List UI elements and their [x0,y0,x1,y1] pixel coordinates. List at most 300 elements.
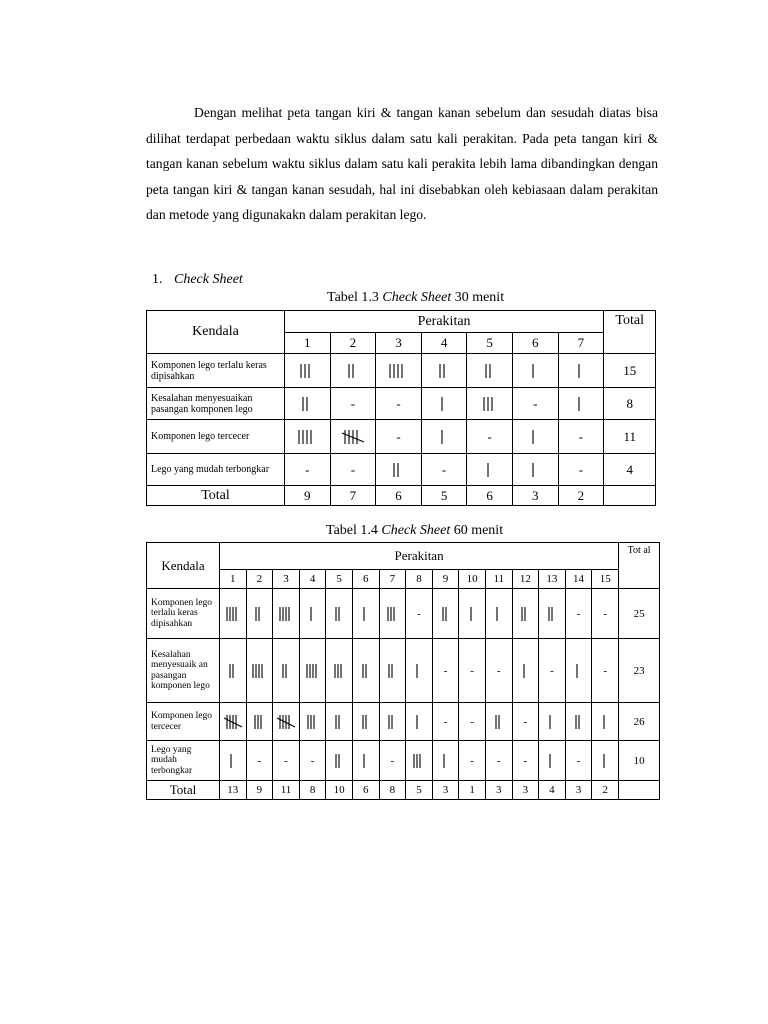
row-total: 26 [619,703,660,741]
tally-group [482,362,498,380]
tally-group [223,713,243,731]
caption-suffix: 30 menit [451,290,505,305]
tally-cell [512,741,539,781]
tally-cell [379,741,406,781]
kendala-header: Kendala [147,311,285,354]
tally-group [360,752,371,770]
tally-mark-icon [226,662,240,680]
tally-cell [512,420,558,454]
tally-cell [273,703,300,741]
tally-cell [246,703,273,741]
column-total: 5 [406,781,433,800]
column-number: 12 [512,570,539,589]
tally-mark-icon [484,461,496,479]
tally-cell [558,354,604,388]
tally-mark-icon [600,752,611,770]
tally-cell [432,741,459,781]
total-header: Total [604,311,656,354]
tally-group [518,605,532,623]
tally-cell [330,354,376,388]
tally-cell [565,741,592,781]
tally-cell [459,703,486,741]
totals-label: Total [147,486,285,506]
caption-italic: Check Sheet [382,290,452,305]
tally-mark-icon [546,713,557,731]
tally-cell [539,703,566,741]
column-number: 5 [326,570,353,589]
tally-cell [432,589,459,639]
empty-dash: - [496,754,501,767]
tally-cell [485,639,512,703]
tally-cell [299,639,326,703]
tally-group [304,713,321,731]
tally-cell [330,454,376,486]
column-total: 13 [220,781,247,800]
kendala-label: Kesalahan menyesuaikan pasangan komponen lego [147,388,285,420]
totals-label: Total [147,781,220,800]
tally-cell [459,639,486,703]
tally-cell [246,589,273,639]
tally-group [545,605,559,623]
empty-dash: - [523,754,528,767]
tally-group [436,362,452,380]
tally-mark-icon [545,605,559,623]
tally-cell [421,454,467,486]
tally-cell [406,589,433,639]
empty-dash: - [576,754,581,767]
tally-mark-icon [359,713,373,731]
tally-mark-icon [493,605,504,623]
tally-cell [299,703,326,741]
column-total: 3 [432,781,459,800]
tally-cell [592,589,619,639]
table-row [147,354,656,388]
tally-cell [220,639,247,703]
totals-row [147,486,656,506]
row-total: 10 [619,741,660,781]
row-total: 8 [604,388,656,420]
tally-cell [273,589,300,639]
table-row [147,741,660,781]
row-total: 15 [604,354,656,388]
tally-cell [539,639,566,703]
tally-cell [432,703,459,741]
tally-group [484,461,496,479]
tally-mark-icon [436,362,452,380]
column-total: 6 [467,486,513,506]
tally-mark-icon [276,713,296,731]
column-number: 3 [376,333,422,354]
tally-group [413,713,424,731]
tally-cell [220,589,247,639]
body-paragraph: Dengan melihat peta tangan kiri & tangan kanan sebelum dan sesudah diatas bisa dilihat terdapat perbedaan waktu siklus dalam satu kali perakitan. Pada peta tangan kiri & tangan kanan sebelum waktu siklus dalam satu kali perakita lebih lama dibandingkan dengan peta tangan kiri & tangan kanan sesudah, hal ini disebabkan oleh kebiasaan dalam perakitan dan metode yang digunakakn dalam perakitan lego. [146,105,658,222]
column-number: 1 [220,570,247,589]
tally-cell [285,388,331,420]
kendala-label: Kesalahan menyesuaik an pasangan komponen lego [147,639,220,703]
tally-cell [558,388,604,420]
tally-cell [352,639,379,703]
tally-mark-icon [384,605,401,623]
tally-mark-icon [345,362,361,380]
kendala-label: Lego yang mudah terbongkar [147,741,220,781]
tally-cell [467,354,513,388]
tally-mark-icon [227,752,238,770]
tally-mark-icon [276,605,296,623]
tally-group [299,395,315,413]
tally-cell [432,639,459,703]
column-total: 3 [485,781,512,800]
empty-dash: - [257,754,262,767]
tally-cell [326,741,353,781]
empty-dash: - [390,754,395,767]
column-number: 4 [299,570,326,589]
header-row [147,311,656,333]
tally-mark-icon [413,662,424,680]
empty-dash: - [396,395,401,411]
column-number: 13 [539,570,566,589]
row-total: 25 [619,589,660,639]
header-row [147,543,660,570]
tally-cell [485,589,512,639]
tally-cell [512,388,558,420]
column-number: 3 [273,570,300,589]
tally-mark-icon [249,662,269,680]
tally-group [331,662,348,680]
column-total: 1 [459,781,486,800]
tally-group [439,605,453,623]
tally-cell [565,703,592,741]
row-total: 11 [604,420,656,454]
tally-mark-icon [223,605,243,623]
tally-cell [376,354,422,388]
caption-prefix: Tabel 1.4 [326,523,382,538]
empty-dash: - [603,607,608,620]
tally-mark-icon [520,662,531,680]
tally-mark-icon [279,662,293,680]
column-total: 8 [379,781,406,800]
tally-cell [299,589,326,639]
totals-row [147,781,660,800]
tally-mark-icon [295,428,319,446]
table-row [147,589,660,639]
column-number: 7 [379,570,406,589]
grand-total [604,486,656,506]
empty-dash: - [603,664,608,677]
column-total: 11 [273,781,300,800]
tally-cell [558,454,604,486]
tally-group [279,662,293,680]
tally-cell [485,703,512,741]
column-total: 2 [558,486,604,506]
empty-dash: - [396,428,401,444]
tally-group [529,362,541,380]
empty-dash: - [305,461,310,477]
kendala-label: Komponen lego tercecer [147,420,285,454]
tally-mark-icon [297,362,317,380]
tally-mark-icon [359,662,373,680]
tally-cell [485,741,512,781]
tally-mark-icon [573,662,584,680]
column-number: 15 [592,570,619,589]
tally-mark-icon [438,428,450,446]
tally-group [359,662,373,680]
tally-mark-icon [575,362,587,380]
tally-cell [352,741,379,781]
tally-cell [565,589,592,639]
tally-mark-icon [439,605,453,623]
tally-cell [376,420,422,454]
kendala-label: Komponen lego terlalu keras dipisahkan [147,589,220,639]
tally-mark-icon [252,605,266,623]
tally-mark-icon [529,428,541,446]
perakitan-header: Perakitan [285,311,604,333]
row-total: 4 [604,454,656,486]
tally-cell [330,420,376,454]
column-total: 9 [285,486,331,506]
tally-group [359,713,373,731]
tally-mark-icon [413,713,424,731]
tally-mark-icon [518,605,532,623]
column-number: 14 [565,570,592,589]
column-number: 11 [485,570,512,589]
caption-suffix: 60 menit [450,523,504,538]
tally-mark-icon [575,395,587,413]
tally-cell [220,741,247,781]
tally-group [297,362,317,380]
tally-cell [592,741,619,781]
tally-group [573,662,584,680]
tally-mark-icon [303,662,323,680]
check-sheet-table-30 [146,310,656,506]
tally-group [249,662,269,680]
tally-mark-icon [529,362,541,380]
column-number: 1 [285,333,331,354]
column-total: 5 [421,486,467,506]
tally-mark-icon [332,713,346,731]
tally-group [276,713,296,731]
empty-dash: - [533,395,538,411]
tally-cell [459,589,486,639]
total-header: Tot al [619,543,660,589]
tally-group [467,605,478,623]
empty-dash: - [284,754,288,767]
tally-mark-icon [223,713,243,731]
tally-cell [421,388,467,420]
empty-dash: - [470,715,474,728]
tally-group [276,605,296,623]
tally-mark-icon [386,362,410,380]
tally-cell [273,741,300,781]
tally-cell [406,639,433,703]
tally-group [384,605,401,623]
tally-mark-icon [341,428,365,446]
empty-dash: - [576,607,581,620]
empty-dash: - [310,754,315,767]
table-1-4-caption [326,523,503,539]
kendala-label: Komponen lego tercecer [147,703,220,741]
check-sheet-table-60 [146,542,660,800]
tally-mark-icon [480,395,500,413]
tally-mark-icon [572,713,586,731]
tally-cell [352,703,379,741]
tally-group [572,713,586,731]
empty-dash: - [487,428,492,444]
tally-group [295,428,319,446]
column-number: 4 [421,333,467,354]
tally-mark-icon [546,752,557,770]
row-total: 23 [619,639,660,703]
tally-cell [467,454,513,486]
column-number: 8 [406,570,433,589]
column-total: 2 [592,781,619,800]
tally-cell [299,741,326,781]
tally-cell [421,420,467,454]
tally-group [390,461,406,479]
tally-group [226,662,240,680]
tally-mark-icon [492,713,506,731]
tally-cell [512,354,558,388]
tally-cell [459,741,486,781]
empty-dash: - [350,395,356,411]
tally-group [332,713,346,731]
empty-dash: - [470,754,474,767]
tally-group [223,605,243,623]
tally-mark-icon [390,461,406,479]
column-number: 7 [558,333,604,354]
tally-group [332,752,346,770]
tally-cell [592,639,619,703]
column-number: 5 [467,333,513,354]
tally-group [575,362,587,380]
empty-dash: - [550,664,554,677]
tally-group [438,395,450,413]
section-heading [152,272,243,288]
column-total: 3 [512,781,539,800]
perakitan-header: Perakitan [220,543,619,570]
section-number: 1. [152,272,163,287]
tally-cell [558,420,604,454]
tally-group [341,428,365,446]
empty-dash: - [443,664,448,677]
column-number: 10 [459,570,486,589]
column-number-row [147,570,660,589]
tally-cell [512,454,558,486]
tally-cell [220,703,247,741]
column-total: 4 [539,781,566,800]
table-row [147,703,660,741]
tally-group [385,662,399,680]
tally-cell [326,703,353,741]
tally-group [252,605,266,623]
tally-cell [246,639,273,703]
tally-mark-icon [360,605,371,623]
tally-group [438,428,450,446]
tally-cell [273,639,300,703]
tally-mark-icon [332,605,346,623]
table-1-3-caption [327,290,504,306]
caption-italic: Check Sheet [381,523,451,538]
tally-cell [467,388,513,420]
tally-group [520,662,531,680]
tally-group [575,395,587,413]
column-number: 9 [432,570,459,589]
tally-cell [330,388,376,420]
kendala-label: Lego yang mudah terbongkar [147,454,285,486]
tally-cell [539,589,566,639]
column-total: 6 [376,486,422,506]
tally-cell [421,354,467,388]
tally-group [529,461,541,479]
grand-total [619,781,660,800]
tally-mark-icon [304,713,321,731]
tally-cell [285,454,331,486]
table-row [147,388,656,420]
column-number: 2 [246,570,273,589]
tally-mark-icon [307,605,318,623]
tally-cell [326,589,353,639]
tally-cell [379,589,406,639]
tally-cell [376,388,422,420]
tally-mark-icon [529,461,541,479]
tally-group [492,713,506,731]
column-total: 9 [246,781,273,800]
tally-group [251,713,268,731]
tally-group [303,662,323,680]
tally-group [600,752,611,770]
empty-dash: - [350,461,356,477]
empty-dash: - [496,664,501,677]
column-total: 3 [512,486,558,506]
tally-group [600,713,611,731]
tally-group [413,662,424,680]
kendala-label: Komponen lego terlalu keras dipisahkan [147,354,285,388]
tally-mark-icon [385,662,399,680]
empty-dash: - [417,607,421,620]
tally-cell [539,741,566,781]
table-row [147,420,656,454]
column-number: 6 [352,570,379,589]
tally-mark-icon [410,752,427,770]
tally-mark-icon [332,752,346,770]
tally-group [227,752,238,770]
empty-dash: - [523,715,528,728]
empty-dash: - [441,461,447,477]
tally-group [386,362,410,380]
tally-cell [406,703,433,741]
column-number: 2 [330,333,376,354]
tally-group [493,605,504,623]
tally-cell [592,703,619,741]
tally-group [529,428,541,446]
tally-group [480,395,500,413]
section-title: Check Sheet [174,272,243,287]
tally-mark-icon [482,362,498,380]
column-total: 8 [299,781,326,800]
tally-mark-icon [385,713,399,731]
column-number: 6 [512,333,558,354]
tally-mark-icon [299,395,315,413]
tally-group [385,713,399,731]
tally-cell [246,741,273,781]
empty-dash: - [443,715,448,728]
empty-dash: - [578,461,584,477]
tally-group [410,752,427,770]
tally-cell [379,703,406,741]
tally-group [546,713,557,731]
tally-mark-icon [360,752,371,770]
tally-mark-icon [600,713,611,731]
tally-mark-icon [467,605,478,623]
